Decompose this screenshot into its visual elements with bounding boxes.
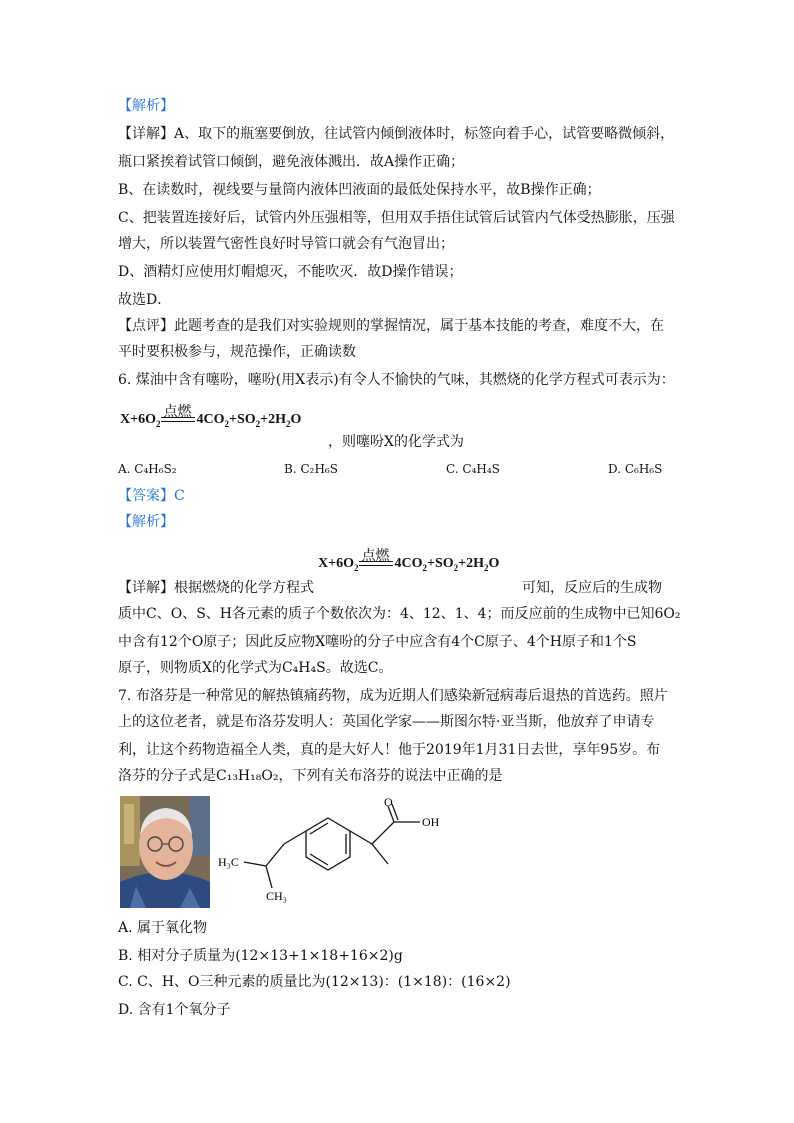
q6-option-b: B. C₂H₆S bbox=[284, 462, 338, 476]
answer-line: 【答案】C bbox=[118, 488, 185, 504]
q7-option-d: D. 含有1个氧分子 bbox=[118, 1002, 231, 1018]
ch3-label: CH₃ bbox=[266, 889, 287, 903]
detail-line-3: B、在读数时，视线要与量筒内液体凹液面的最低处保持水平，故B操作正确； bbox=[118, 182, 601, 198]
q6-option-a: A. C₄H₆S₂ bbox=[118, 462, 177, 476]
q7-option-a: A. 属于氧化物 bbox=[118, 920, 208, 936]
question-7-line-2: 上的这位老者，就是布洛芬发明人：英国化学家——斯图尔特·亚当斯，他放弃了申请专 bbox=[118, 714, 655, 730]
h3c-label: H₃C bbox=[218, 855, 239, 869]
chemical-equation-2: $X+6O_2$ 点燃 $4CO_2+SO_2+2H_2O$ bbox=[318, 556, 499, 573]
question-7-line-1: 7. 布洛芬是一种常见的解热镇痛药物，成为近期人们感染新冠病毒后退热的首选药。照片 bbox=[118, 688, 668, 704]
explain-line-1a: 【详解】根据燃烧的化学方程式 bbox=[118, 580, 314, 596]
q7-option-b: B. 相对分子质量为(12×13+1×18+16×2)g bbox=[118, 948, 403, 964]
jiexi-heading-2: 【解析】 bbox=[118, 514, 174, 530]
question-7-line-3: 利，让这个药物造福全人类，真的是大好人！他于2019年1月31日去世，享年95岁。布 bbox=[118, 742, 661, 758]
question-7-line-4: 洛芬的分子式是C₁₃H₁₈O₂，下列有关布洛芬的说法中正确的是 bbox=[118, 768, 503, 784]
detail-line-1: 【详解】A、取下的瓶塞要倒放，往试管内倾倒液体时，标签向着手心，试管要略微倾斜， bbox=[118, 126, 675, 142]
comment-line-1: 【点评】此题考查的是我们对实验规则的掌握情况，属于基本技能的考查，难度不大，在 bbox=[118, 318, 664, 334]
detail-line-2: 瓶口紧挨着试管口倾倒，避免液体溅出．故A操作正确； bbox=[118, 154, 465, 170]
q6-option-c: C. C₄H₄S bbox=[446, 462, 500, 476]
q6-option-d: D. C₆H₆S bbox=[608, 462, 663, 476]
question-6-stem: 6. 煤油中含有噻吩，噻吩(用X表示)有令人不愉快的气味，其燃烧的化学方程式可表示为： bbox=[118, 372, 675, 388]
explain-line-1b: 可知，反应后的生成物 bbox=[522, 580, 662, 596]
inventor-photo bbox=[120, 796, 210, 908]
jiexi-heading-1: 【解析】 bbox=[118, 98, 174, 114]
detail-line-5: 增大，所以装置气密性良好时导管口就会有气泡冒出； bbox=[118, 236, 454, 252]
detail-line-6: D、酒精灯应使用灯帽熄灭，不能吹灭．故D操作错误； bbox=[118, 264, 463, 280]
explain-line-4: 原子，则物质X的化学式为C₄H₄S。故选C。 bbox=[118, 660, 393, 676]
equation-condition-2: 点燃 bbox=[361, 549, 390, 565]
detail-line-4: C、把装置连接好后，试管内外压强相等，但用双手捂住试管后试管内气体受热膨胀，压强 bbox=[118, 210, 675, 226]
chemical-equation-1: $X+6O_2$ 点燃 $4CO_2+SO_2+2H_2O$ bbox=[120, 412, 301, 429]
explain-line-2: 质中C、O、S、H各元素的质子个数依次为：4、12、1、4；而反应前的生成物中已知6O₂ bbox=[118, 606, 681, 622]
detail-line-7: 故选D． bbox=[118, 292, 172, 308]
explain-line-3: 中含有12个O原子；因此反应物X噻吩的分子中应含有4个C原子、4个H原子和1个S bbox=[118, 634, 637, 650]
equation-condition: 点燃 bbox=[163, 405, 192, 421]
comment-line-2: 平时要积极参与，规范操作，正确读数 bbox=[118, 344, 356, 360]
q7-option-c: C. C、H、O三种元素的质量比为(12×13)：(1×18)：(16×2) bbox=[118, 974, 511, 990]
question-6-tail: ，则噻吩X的化学式为 bbox=[328, 434, 464, 450]
oh-label: OH bbox=[422, 815, 440, 829]
oxygen-label: O bbox=[384, 796, 393, 809]
ibuprofen-structure bbox=[216, 796, 466, 910]
